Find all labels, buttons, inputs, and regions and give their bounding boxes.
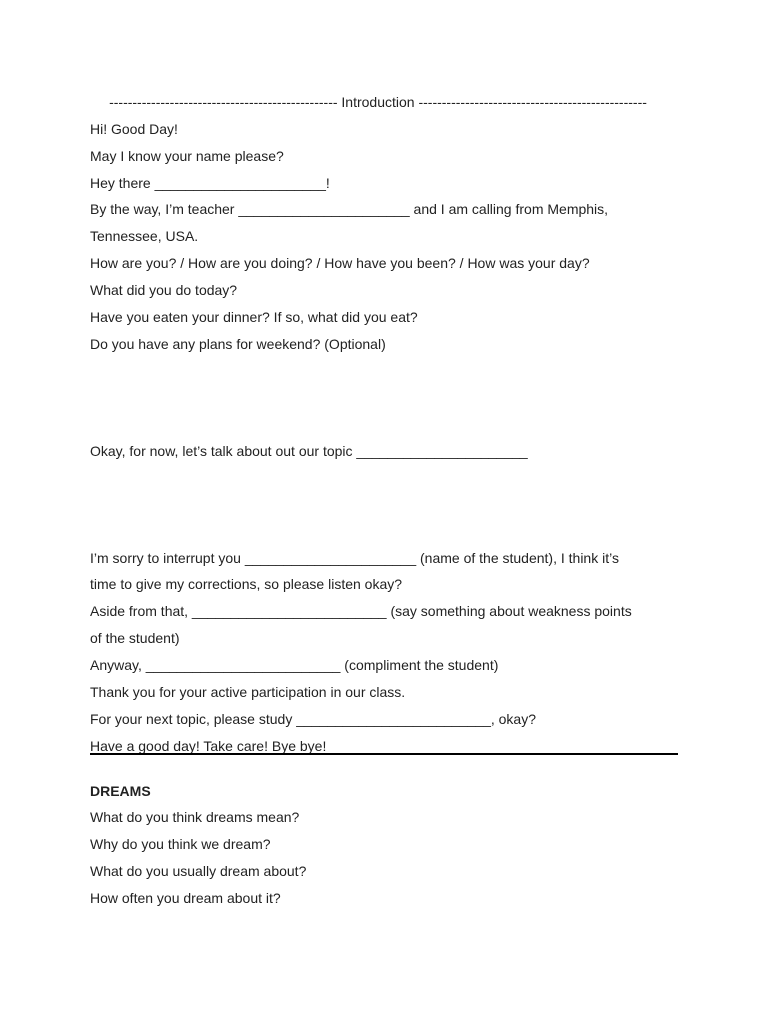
intro-line-today: What did you do today? [90,282,238,298]
intro-line-how-are-you: How are you? / How are you doing? / How have you been? / How was your day? [90,255,590,271]
closing-line-thanks: Thank you for your active participation in our class. [90,684,406,700]
closing-line-compliment: Anyway, _________________________ (compliment the student) [90,657,499,673]
closing-line-next-topic: For your next topic, please study _________________________, okay? [90,711,537,727]
dreams-heading: DREAMS [90,783,151,799]
dreams-question-about: What do you usually dream about? [90,863,307,879]
intro-line-location: Tennessee, USA. [90,228,199,244]
intro-line-greeting: Hi! Good Day! [90,121,178,137]
intro-line-teacher-intro: By the way, I’m teacher ______________________ and I am calling from Memphis, [90,201,609,217]
document-page [90,0,680,1024]
closing-line-weakness: Aside from that, _________________________ (say something about weakness points [90,603,632,619]
dreams-question-why: Why do you think we dream? [90,836,271,852]
topic-line: Okay, for now, let’s talk about out our topic ______________________ [90,443,528,459]
intro-line-hey-there: Hey there ______________________! [90,175,330,191]
intro-line-ask-name: May I know your name please? [90,148,284,164]
dreams-question-how-often: How often you dream about it? [90,890,281,906]
closing-line-goodbye: Have a good day! Take care! Bye bye! [90,738,327,754]
intro-line-weekend: Do you have any plans for weekend? (Optional) [90,336,386,352]
closing-line-interrupt: I’m sorry to interrupt you ______________________ (name of the student), I think it’s [90,550,619,566]
introduction-heading: ------------------------------------------------- Introduction ------------------------------------------------- [109,94,647,110]
dreams-question-meaning: What do you think dreams mean? [90,809,300,825]
intro-line-dinner: Have you eaten your dinner? If so, what did you eat? [90,309,418,325]
closing-line-weakness-cont: of the student) [90,630,180,646]
closing-line-corrections: time to give my corrections, so please listen okay? [90,576,403,592]
section-divider [90,753,678,755]
